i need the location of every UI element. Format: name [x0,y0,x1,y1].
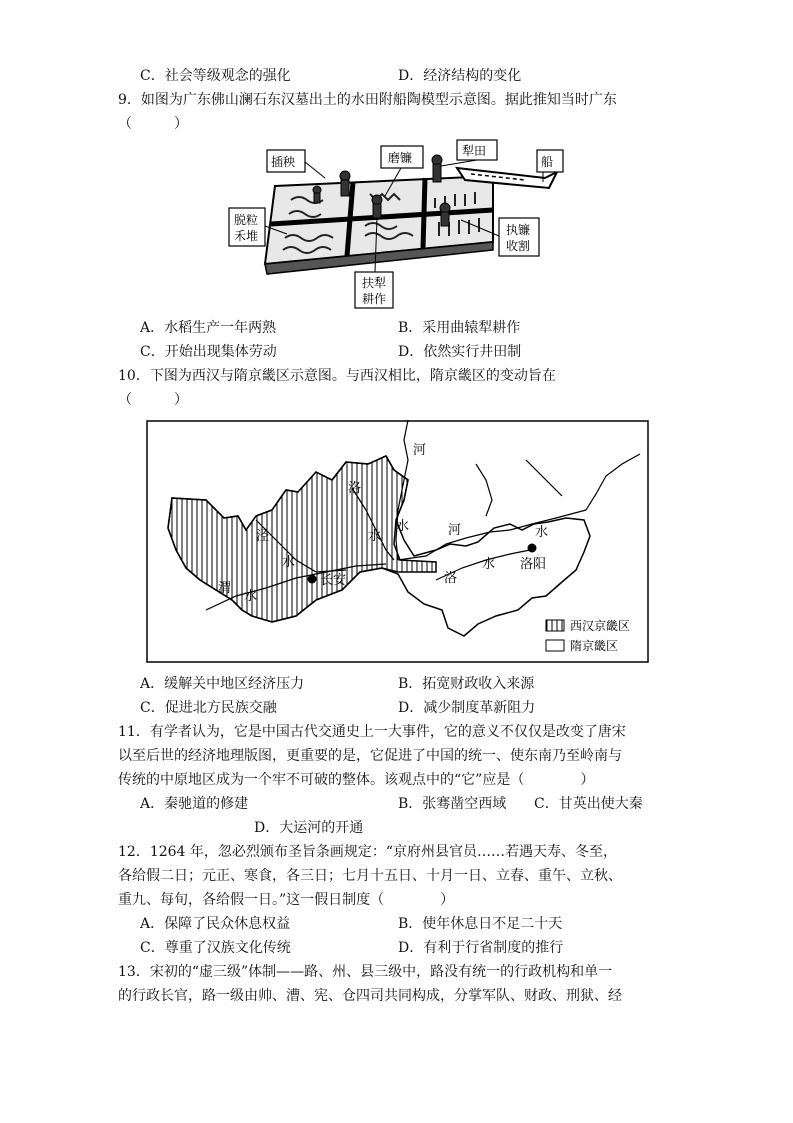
q11-line3: 传统的中原地区成为一个牢不可破的整体。该观点中的“它”应是（ ） [118,772,595,788]
label-chayang: 插秧 [271,155,296,169]
map-label-wei: 渭 [218,581,232,596]
q11-option-a: A．秦驰道的修建 [140,796,249,812]
label-zhilian: 执镰 [506,223,531,237]
q9-blank: （ ） [118,116,188,132]
map-label-shui-c: 水 [282,555,296,570]
changan-dot [308,575,317,584]
map-label-jing: 泾 [256,529,270,544]
map-label-he-mid: 河 [448,523,462,538]
q12-option-c: C．尊重了汉族文化传统 [140,940,291,956]
q10-blank: （ ） [118,392,188,408]
q12-option-b: B．使年休息日不足二十天 [398,916,563,932]
q10-jingji-map [146,420,649,663]
q8-option-c: C．社会等级观念的强化 [140,68,291,84]
label-shouge: 收割 [506,239,531,253]
q9-option-c: C．开始出现集体劳动 [140,344,277,360]
q9-option-d: D．依然实行井田制 [398,344,522,360]
q12-line3: 重九、每旬，各给假一日。”这一假日制度（ ） [118,892,455,908]
q12-line2: 各给假二日；元正、寒食，各三日；七月十五日、十月一日、立春、重午、立秋、 [118,868,622,884]
q13-line1: 13．宋初的“虚三级”体制——路、州、县三级中，路没有统一的行政机构和单一 [118,964,613,980]
label-gengzuo: 耕作 [362,292,387,306]
q10-option-b: B．拓宽财政收入来源 [398,676,535,692]
q9-stem: 9．如图为广东佛山澜石东汉墓出土的水田附船陶模型示意图。据此推知当时广东 [118,92,617,108]
q9-option-b: B．采用曲辕犁耕作 [398,320,521,336]
map-label-shui-a: 水 [368,529,382,544]
q12-option-a: A．保障了民众休息权益 [140,916,291,932]
q9-pottery-model-figure [225,138,570,310]
q10-stem: 10．下图为西汉与隋京畿区示意图。与西汉相比，隋京畿区的变动旨在 [118,368,556,384]
label-litian: 犁田 [462,144,487,158]
q11-line1: 11．有学者认为，它是中国古代交通史上一大事件，它的意义不仅仅是改变了唐宋 [118,724,626,740]
legend-sui: 隋京畿区 [570,639,619,653]
legend-xihan: 西汉京畿区 [570,619,631,633]
map-label-shui-b: 水 [396,519,410,534]
q8-option-d: D．经济结构的变化 [398,68,522,84]
label-hedui: 禾堆 [234,229,259,243]
q13-line2: 的行政长官，路一级由帅、漕、宪、仓四司共同构成，分掌军队、财政、刑狱、经 [118,988,622,1004]
map-label-luoyang: 洛阳 [520,557,547,572]
q12-option-d: D．有利于行省制度的推行 [398,940,564,956]
luoyang-dot [528,544,537,553]
q11-line2: 以至后世的经济地理版图，更重要的是，它促进了中国的统一、使东南乃至岭南与 [118,748,622,764]
label-moliang: 磨镰 [388,151,413,165]
label-fuli: 扶犁 [362,276,387,290]
q9-option-a: A．水稻生产一年两熟 [140,320,277,336]
map-label-luo2: 洛 [444,571,458,586]
q12-line1: 12．1264 年，忽必烈颁布圣旨条画规定：“京府州县官员……若遇天寿、冬至， [118,844,618,860]
q11-option-c: C．甘英出使大秦 [534,796,643,812]
map-label-changan: 长安 [320,573,347,588]
map-label-luo: 洛 [348,481,362,496]
q10-option-d: D．减少制度革新阻力 [398,700,536,716]
map-label-shui-f: 水 [482,557,496,572]
label-chuan: 船 [541,155,554,169]
q11-option-b: B．张骞凿空西域 [398,796,507,812]
q10-option-a: A．缓解关中地区经济压力 [140,676,305,692]
map-label-shui-e: 水 [535,525,549,540]
q10-option-c: C．促进北方民族交融 [140,700,277,716]
label-tuoli: 脱粒 [234,213,259,227]
q11-option-d: D．大运河的开通 [254,820,364,836]
map-label-shui-d: 水 [244,589,258,604]
map-label-he-top: 河 [413,443,427,458]
